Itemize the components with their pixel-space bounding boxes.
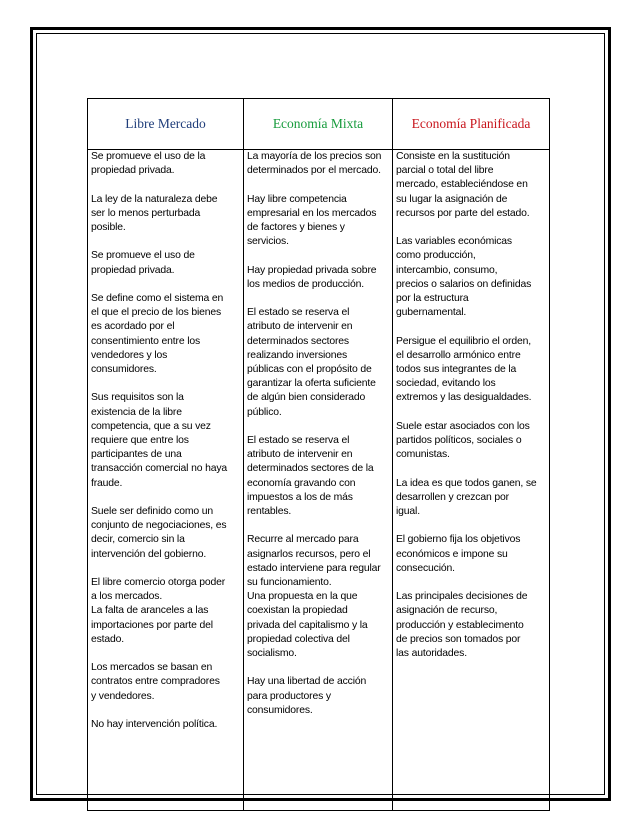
paragraph bbox=[91, 718, 240, 732]
paragraph bbox=[396, 590, 546, 661]
paragraph bbox=[396, 420, 546, 463]
text-line: su lugar la asignación de bbox=[396, 193, 508, 205]
text-line: económicos e impone su bbox=[396, 548, 508, 560]
text-line: determinados sectores de la bbox=[247, 463, 374, 475]
text-line: Hay libre competencia bbox=[247, 193, 347, 205]
header-libre-mercado: Libre Mercado bbox=[88, 99, 244, 150]
column-economia-mixta bbox=[244, 150, 393, 811]
header-economia-planificada: Economía Planificada bbox=[393, 99, 550, 150]
text-line: El libre comercio otorga poder bbox=[91, 577, 226, 588]
paragraph bbox=[247, 306, 389, 420]
text-line: Hay propiedad privada sobre bbox=[247, 264, 377, 276]
text-line: como producción, bbox=[396, 250, 476, 262]
paragraph bbox=[247, 590, 389, 661]
text-line: desarrollen y crezcan por bbox=[396, 491, 509, 503]
paragraph bbox=[396, 335, 546, 406]
text-line: Se promueve el uso de bbox=[91, 250, 195, 262]
text-line: mercado, estableciéndose en bbox=[396, 179, 528, 191]
paragraph bbox=[91, 249, 240, 277]
text-line: Persigue el equilibrio el orden, bbox=[396, 335, 531, 347]
text-line: extremos y las desigualdades. bbox=[396, 392, 532, 404]
text-line: los medios de producción. bbox=[247, 278, 364, 290]
paragraph bbox=[91, 292, 240, 377]
text-line: el que el precio de los bienes bbox=[91, 307, 222, 319]
text-line: No hay intervención política. bbox=[91, 719, 218, 730]
text-line: comunistas. bbox=[396, 449, 450, 461]
text-line: vendedores y los bbox=[91, 349, 168, 361]
text-line: importaciones por parte del bbox=[91, 619, 213, 631]
text-line: para productores y bbox=[247, 690, 331, 702]
text-line: estado. bbox=[91, 633, 125, 645]
text-line: Hay una libertad de acción bbox=[247, 676, 367, 688]
text-line: economía gravando con bbox=[247, 477, 356, 489]
text-line: el desarrollo armónico entre bbox=[396, 349, 521, 361]
text-line: impuestos a los de más bbox=[247, 491, 353, 503]
text-line: realizando inversiones bbox=[247, 349, 348, 361]
text-line: existencia de la libre bbox=[91, 406, 182, 418]
text-line: propiedad privada. bbox=[91, 165, 175, 177]
paragraph bbox=[91, 150, 240, 178]
text-line: empresarial en los mercados bbox=[247, 207, 377, 219]
paragraph bbox=[247, 533, 389, 590]
text-line: consecución. bbox=[396, 562, 455, 574]
text-line: es acordado por el bbox=[91, 321, 175, 333]
text-line: las autoridades. bbox=[396, 648, 467, 660]
text-line: El estado se reserva el bbox=[247, 435, 350, 446]
text-line: Suele estar asociados con los bbox=[396, 420, 530, 432]
paragraph bbox=[247, 193, 389, 250]
text-line: Se promueve el uso de la bbox=[91, 151, 206, 162]
text-line: recursos por parte del estado. bbox=[396, 207, 530, 219]
text-line: Los mercados se basan en bbox=[91, 662, 213, 674]
text-line: propiedad colectiva del bbox=[247, 633, 350, 645]
text-line: por la estructura bbox=[396, 293, 469, 305]
text-line: coexistan la propiedad bbox=[247, 605, 348, 617]
paragraph bbox=[247, 264, 389, 292]
paragraph bbox=[396, 533, 546, 576]
text-line: sociedad, evitando los bbox=[396, 378, 496, 390]
text-line: La idea es que todos ganen, se bbox=[396, 477, 537, 489]
text-line: transacción comercial no haya bbox=[91, 463, 227, 475]
text-line: rentables. bbox=[247, 506, 292, 518]
comparison-table bbox=[87, 98, 550, 811]
text-line: servicios. bbox=[247, 236, 289, 248]
text-line: estado interviene para regular bbox=[247, 562, 381, 574]
paragraph bbox=[91, 576, 240, 604]
text-line: Las variables económicas bbox=[396, 236, 512, 248]
text-line: de precios son tomados por bbox=[396, 633, 521, 645]
text-line: su funcionamiento. bbox=[247, 577, 332, 589]
paragraph bbox=[396, 477, 546, 520]
text-line: El gobierno fija los objetivos bbox=[396, 534, 521, 546]
text-line: posible. bbox=[91, 222, 126, 233]
text-line: gubernamental. bbox=[396, 307, 467, 319]
text-line: parcial o total del libre bbox=[396, 165, 494, 177]
paragraph bbox=[91, 661, 240, 704]
text-line: intercambio, consumo, bbox=[396, 264, 498, 276]
text-line: Las principales decisiones de bbox=[396, 591, 528, 603]
text-line: consentimiento entre los bbox=[91, 335, 201, 347]
paragraph bbox=[247, 434, 389, 519]
text-line: fraude. bbox=[91, 477, 123, 489]
text-line: de factores y bienes y bbox=[247, 222, 345, 233]
text-line: garantizar la oferta suficiente bbox=[247, 378, 376, 390]
paragraph bbox=[91, 505, 240, 562]
text-line: producción y establecimento bbox=[396, 619, 524, 631]
text-line: atributo de intervenir en bbox=[247, 321, 353, 333]
text-line: consumidores. bbox=[247, 704, 313, 716]
text-line: La mayoría de los precios son bbox=[247, 151, 382, 162]
text-line: La falta de aranceles a las bbox=[91, 605, 209, 617]
text-line: Suele ser definido como un bbox=[91, 506, 214, 517]
text-line: Sus requisitos son la bbox=[91, 392, 184, 404]
paragraph bbox=[396, 150, 546, 221]
text-line: partidos políticos, sociales o bbox=[396, 435, 522, 447]
paragraph bbox=[247, 150, 389, 178]
text-line: determinados sectores bbox=[247, 335, 349, 347]
text-line: contratos entre compradores bbox=[91, 676, 220, 688]
text-line: Se define como el sistema en bbox=[91, 292, 224, 304]
text-line: socialismo. bbox=[247, 648, 297, 660]
table-header-row bbox=[88, 99, 550, 150]
text-line: El estado se reserva el bbox=[247, 307, 350, 319]
column-economia-planificada bbox=[393, 150, 550, 811]
paragraph bbox=[91, 391, 240, 490]
text-line: decir, comercio sin la bbox=[91, 534, 185, 546]
text-line: públicas con el propósito de bbox=[247, 364, 372, 375]
paragraph bbox=[91, 604, 240, 647]
text-line: La ley de la naturaleza debe bbox=[91, 193, 218, 205]
text-line: igual. bbox=[396, 506, 420, 518]
paragraph bbox=[396, 235, 546, 320]
text-line: asignación de recurso, bbox=[396, 605, 498, 617]
table-body-row bbox=[88, 150, 550, 811]
text-line: y vendedores. bbox=[91, 690, 155, 702]
text-line: competencia, que a su vez bbox=[91, 420, 211, 432]
text-line: Consiste en la sustitución bbox=[396, 151, 510, 162]
text-line: conjunto de negociaciones, es bbox=[91, 520, 227, 532]
text-line: a los mercados. bbox=[91, 591, 163, 603]
text-line: determinados por el mercado. bbox=[247, 165, 381, 177]
text-line: Una propuesta en la que bbox=[247, 591, 358, 603]
text-line: propiedad privada. bbox=[91, 264, 175, 276]
text-line: todos sus integrantes de la bbox=[396, 364, 517, 376]
text-line: de algún bien considerado bbox=[247, 392, 366, 404]
text-line: ser lo menos perturbada bbox=[91, 207, 201, 219]
text-line: asignarlos recursos, pero el bbox=[247, 548, 371, 560]
text-line: requiere que entre los bbox=[91, 435, 189, 446]
text-line: precios o salarios on definidas bbox=[396, 278, 532, 290]
text-line: privada del capitalismo y la bbox=[247, 619, 368, 631]
text-line: Recurre al mercado para bbox=[247, 534, 359, 546]
text-line: público. bbox=[247, 406, 282, 418]
text-line: atributo de intervenir en bbox=[247, 449, 353, 461]
column-libre-mercado bbox=[88, 150, 244, 811]
paragraph bbox=[247, 675, 389, 718]
header-economia-mixta: Economía Mixta bbox=[244, 99, 393, 150]
paragraph bbox=[91, 193, 240, 236]
text-line: consumidores. bbox=[91, 364, 157, 375]
text-line: intervención del gobierno. bbox=[91, 548, 207, 560]
text-line: participantes de una bbox=[91, 449, 182, 461]
